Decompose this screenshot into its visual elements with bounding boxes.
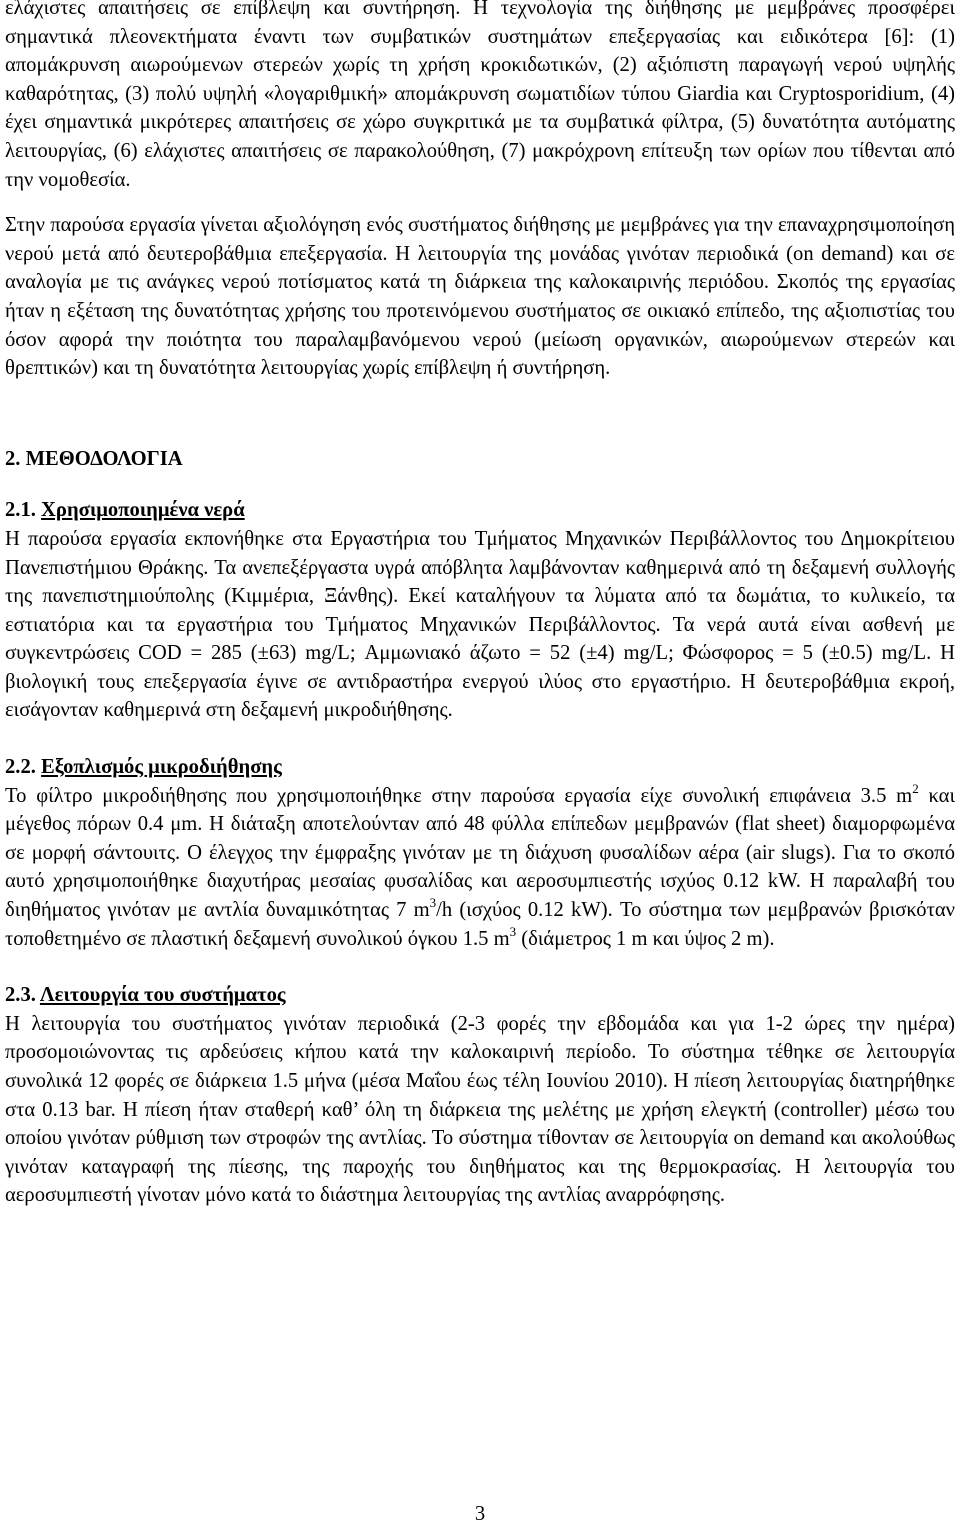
superscript: 2 bbox=[912, 780, 919, 796]
subsection-number: 2.1. bbox=[5, 499, 36, 522]
intro-tail-paragraph: ελάχιστες απαιτήσεις σε επίβλεψη και συντήρηση. Η τεχνολογία της διήθησης με μεμβράνες προσφέρει σημαντικά πλεονεκτήματα έναντι των συμβατικών συστημάτων επεξεργασίας και ειδικότερα [6]: (1) απομάκρυνση αιωρούμενων στερεών χωρίς τη χρήση κροκιδωτικών, (2) αξιόπιστη παραγωγή νερού υψηλής καθαρότητας, (3) πολύ υψηλή «λογαριθμική» απομάκρυνση σωματιδίων τύπου Giardia και Cryptosporidium, (4) έχει σημαντικά μικρότερες απαιτήσεις σε χώρο συγκριτικά με τα συμβατικά φίλτρα, (5) δυνατότητα αυτόματης λειτουργίας, (6) ελάχιστες απαιτήσεις σε παρακολούθηση, (7) μακρόχρονη επίτευξη των ορίων που τίθενται από την νομοθεσία. bbox=[5, 0, 955, 191]
subsection-microfiltration-equipment bbox=[5, 753, 955, 953]
subsection-number: 2.2. bbox=[5, 756, 36, 779]
subsection-title: Χρησιμοποιημένα νερά bbox=[41, 499, 245, 522]
text-part: (διάμετρος 1 m και ύψος 2 m). bbox=[516, 927, 775, 950]
superscript: 3 bbox=[509, 923, 517, 939]
subsection-used-waters bbox=[5, 496, 955, 725]
subsection-text bbox=[5, 782, 955, 954]
subsection-title: Λειτουργία του συστήματος bbox=[39, 984, 286, 1007]
text-part: Το φίλτρο μικροδιήθησης που χρησιμοποιήθηκε στην παρούσα εργασία είχε συνολική επιφάνεια 3.5 m bbox=[5, 784, 913, 807]
intro-purpose-paragraph: Στην παρούσα εργασία γίνεται αξιολόγηση ενός συστήματος διήθησης με μεμβράνες για την επαναχρησιμοποίηση νερού μετά από δευτεροβάθμια επεξεργασία. Η λειτουργία της μονάδας γινόταν περιοδικά (on demand) και σε αναλογία με τις ανάγκες νερού ποτίσματος κατά τη διάρκεια της καλοκαιρινής περιόδου. Σκοπός της εργασίας ήταν η εξέταση της δυνατότητας χρήσης του προτεινόμενου συστήματος σε οικιακό επίπεδο, της αξιοπιστίας του όσον αφορά την ποιότητα του παραλαμβανόμενου νερού (μείωση οργανικών, αιωρούμενων στερεών και θρεπτικών) και τη δυνατότητα λειτουργίας χωρίς επίβλεψη ή συντήρηση. bbox=[5, 214, 955, 380]
subsection-title: Εξοπλισμός μικροδιήθησης bbox=[41, 756, 282, 779]
text-part: και μέγεθος πόρων 0.4 μm. Η διάταξη αποτελούνταν από 48 φύλλα επίπεδων μεμβρανών (flat sheet) διαμορφωμένα σε μορφή σάντουιτς. Ο έλεγχος την έμφραξης γινόταν με τη διάχυση φυσαλίδων αέρα (air slugs). Για το σκοπό αυτό χρησιμοποιήθηκε διαχυτήρας μεσαίας φυσαλίδας και αεροσυμπιεστής ισχύος 0.12 kW. Η παραλαβή του διηθήματος γινόταν με αντλία δυναμικότητας 7 m bbox=[5, 784, 955, 922]
subsection-text: Η παρούσα εργασία εκπονήθηκε στα Εργαστήρια του Τμήματος Μηχανικών Περιβάλλοντος του Δημοκρίτειου Πανεπιστήμιου Θράκης. Τα ανεπεξέργαστα υγρά απόβλητα λαμβάνονταν καθημερινά από τη δεξαμενή συλλογής της πανεπιστημιούπολης (Κιμμέρια, Ξάνθης). Εκεί καταλήγουν τα λύματα από τα δωμάτια, το κυλικείο, τα εστιατόρια και τα εργαστήρια του Τμήματος Μηχανικών Περιβάλλοντος. Τα νερά αυτά είναι ασθενή με συγκεντρώσεις COD = 285 (±63) mg/L; Αμμωνιακό άζωτο = 52 (±4) mg/L; Φώσφορος = 5 (±0.5) mg/L. Η βιολογική τους επεξεργασία έγινε σε αντιδραστήρα ενεργού ιλύος στο εργαστήριο. Η δευτεροβάθμια εκροή, εισάγονταν καθημερινά στη δεξαμενή μικροδιήθησης. bbox=[5, 527, 955, 722]
subsection-number: 2.3. bbox=[5, 984, 36, 1007]
subsection-heading bbox=[5, 981, 955, 1010]
section-heading-methodology: 2. ΜΕΘΟΔΟΛΟΓΙΑ bbox=[5, 447, 183, 470]
document-page bbox=[5, 0, 955, 1210]
subsection-text: Η λειτουργία του συστήματος γινόταν περιοδικά (2-3 φορές την εβδομάδα και για 1-2 ώρες την ημέρα) προσομοιώνοντας τις αρδεύσεις κήπου κατά την καλοκαιρινή περίοδο. Το σύστημα τέθηκε σε λειτουργία συνολικά 12 φορές σε διάρκεια 1.5 μήνα (μέσα Μαΐου έως τέλη Ιουνίου 2010). Η πίεση λειτουργίας διατηρήθηκε στα 0.13 bar. Η πίεση ήταν σταθερή καθ’ όλη τη διάρκεια της μελέτης με χρήση ελεγκτή (controller) μέσω του οποίου γινόταν ρύθμιση των στροφών της αντλίας. Το σύστημα τίθονταν σε λειτουργία on demand και ακολούθως γινόταν καταγραφή της πίεσης, της παροχής του διηθήματος και της θερμοκρασίας. Η λειτουργία του αεροσυμπιεστή γίνοταν μόνο κατά το διάστημα λειτουργίας της αντλίας αναρρόφησης. bbox=[5, 1012, 955, 1207]
subsection-system-operation bbox=[5, 981, 955, 1210]
subsection-heading bbox=[5, 753, 955, 782]
page-number: 3 bbox=[474, 1503, 486, 1525]
superscript: 3 bbox=[429, 895, 437, 911]
text-part: /h (ισχύος 0.12 kW). Το σύστημα των μεμβρανών βρισκόταν τοποθετημένο σε πλαστική δεξαμενή συνολικού όγκου 1.5 m bbox=[5, 899, 955, 950]
subsection-heading bbox=[5, 496, 955, 525]
